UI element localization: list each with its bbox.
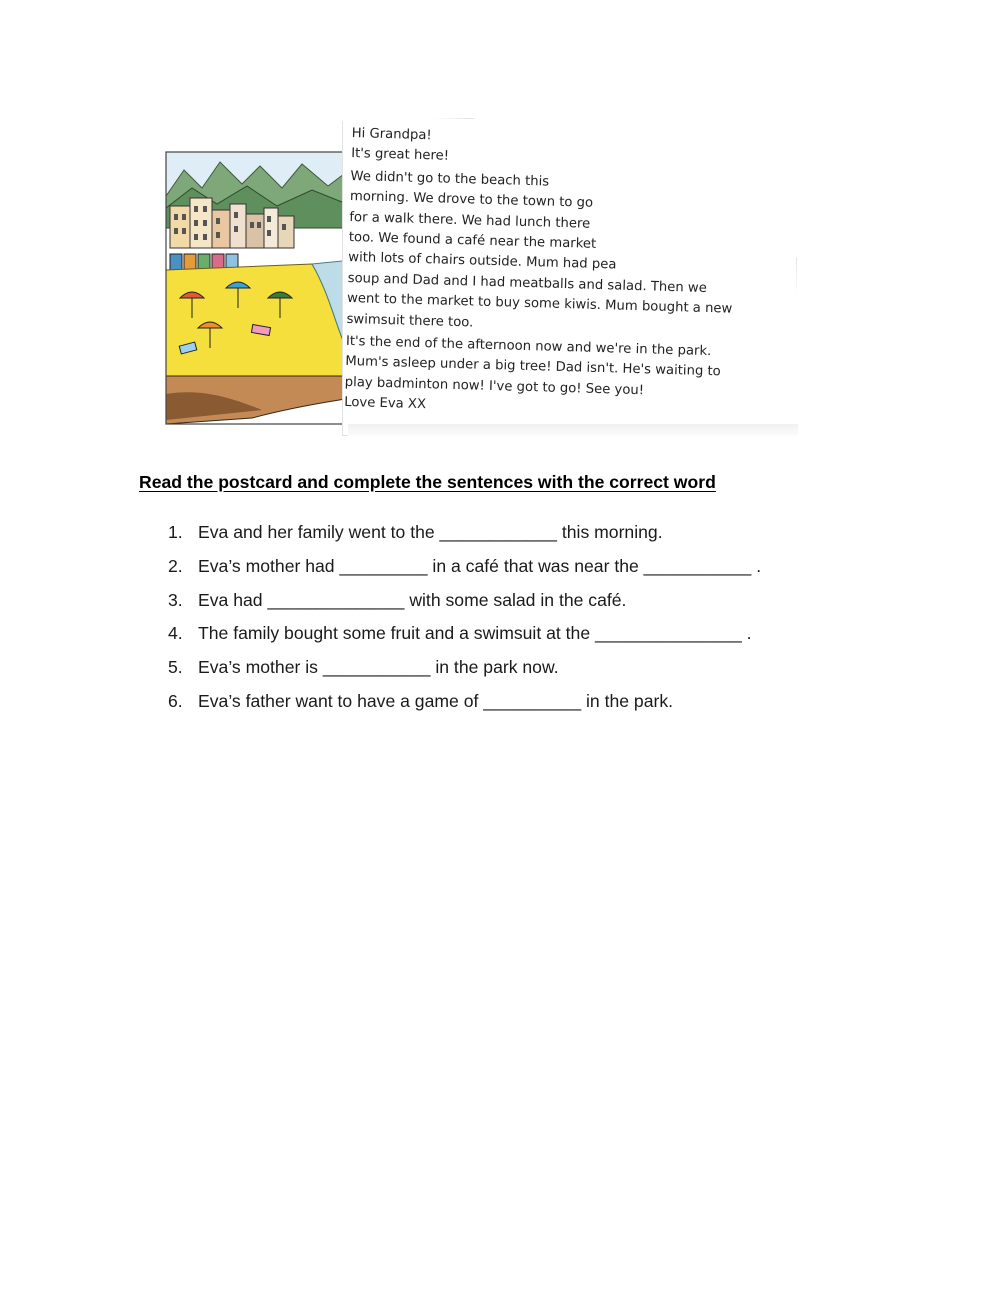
question-number: 3. — [168, 589, 183, 610]
question-list — [168, 522, 761, 725]
postcard-signoff: Love Eva XX — [344, 395, 427, 413]
question-text: Eva’s mother had _________ in a café that was near the ___________ . — [198, 555, 762, 576]
question-number: 1. — [168, 522, 183, 542]
question-item-3 — [168, 590, 761, 624]
question-text: Eva had ______________ with some salad in the café. — [198, 589, 627, 610]
question-item-1 — [168, 522, 761, 556]
question-text: Eva’s father want to have a game of __________ in the park. — [198, 690, 674, 711]
question-number: 5. — [168, 657, 183, 678]
postcard-paragraph-morning: We didn't go to the beach this morning. We drove to the town to go for a walk there. We had lunch there too. We found a café near the market with lots of chairs outside. Mum had pea soup and Dad and I had meatballs and salad. Then we went to the market to buy some kiwis. Mum bought a new swimsuit there too. — [346, 168, 733, 331]
postcard — [162, 118, 802, 443]
question-text: Eva’s mother is ___________ in the park now. — [198, 657, 559, 678]
postcard-greeting: Hi Grandpa! — [351, 125, 432, 144]
exercise-instructions: Read the postcard and complete the sentences with the correct word — [139, 472, 716, 492]
postcard-line: It's great here! — [350, 146, 450, 165]
postcard-message — [344, 124, 772, 425]
question-number: 2. — [168, 555, 183, 576]
question-item-5 — [168, 657, 761, 691]
question-item-4 — [168, 623, 761, 657]
postcard-paragraph-afternoon: It's the end of the afternoon now and we're in the park. Mum's asleep under a big tree! Dad isn't. He's waiting to play badminton now! I've got to go! See you! — [344, 333, 721, 399]
postcard-shadow — [348, 424, 798, 438]
question-number: 6. — [168, 690, 183, 711]
question-text: The family bought some fruit and a swimsuit at the _______________ . — [198, 623, 752, 644]
question-item-6 — [168, 691, 761, 725]
question-number: 4. — [168, 623, 183, 644]
beach-town-illustration — [162, 148, 358, 433]
question-item-2 — [168, 556, 761, 590]
question-text: Eva and her family went to the ____________ this morning. — [198, 522, 663, 542]
